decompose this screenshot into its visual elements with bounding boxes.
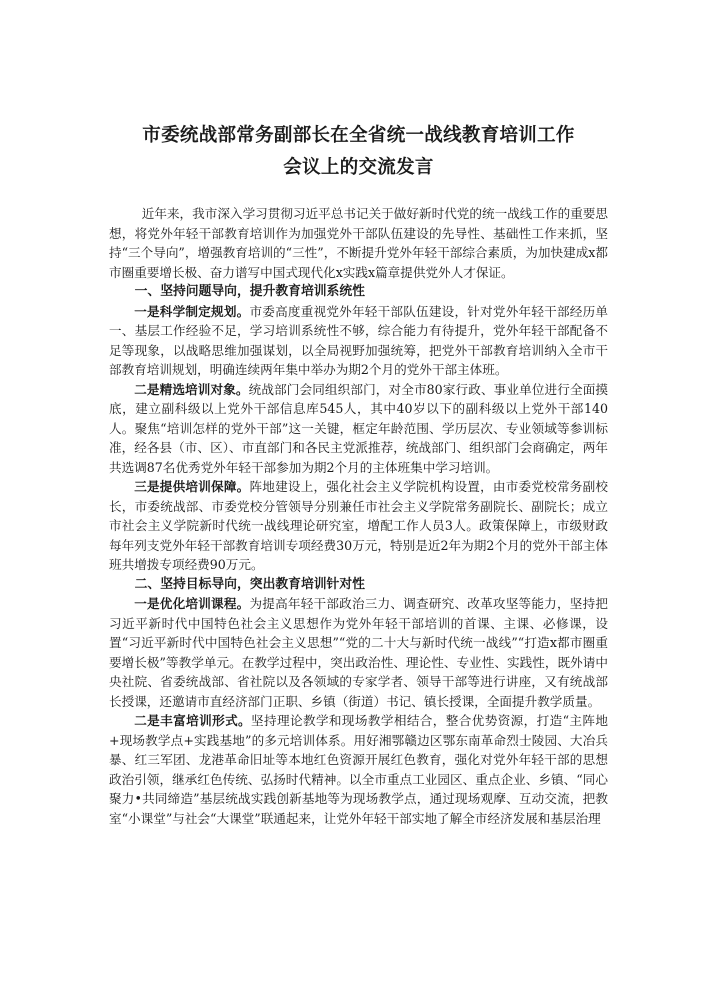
paragraph-lead: 一是优化培训课程。 [134, 596, 250, 611]
paragraph [109, 302, 608, 380]
paragraph-text: 市委高度重视党外年轻干部队伍建设，针对党外年轻干部经历单一、基层工作经验不足，学习培训系统性不够，综合能力有待提升，党外年轻干部配备不足等现象，以战略思维加强谋划，以全局视野加强统筹，把党外干部教育培训纳入全市干部教育培训规划，明确连续两年集中举办为期2个月的党外干部主体班。 [109, 303, 609, 377]
paragraph-text: 统战部门会同组织部门，对全市80家行政、事业单位进行全面摸底，建立副科级以上党外干部信息库545人，其中40岁以下的副科级以上党外干部140人。聚焦“培训怎样的党外干部”这一关键，框定年龄范围、学历层次、专业领域等参训标准，经各县（市、区）、市直部门和各民主党派推荐，统战部门、组织部门会商确定，两年共选调87名优秀党外年轻干部参加为期2个月的主体班集中学习培训。 [109, 381, 609, 475]
paragraph-text: 坚持理论教学和现场教学相结合，整合优势资源，打造“主阵地+现场教学点+实践基地”的多元培训体系。用好湘鄂赣边区鄂东南革命烈士陵园、大冶兵暴、红三军团、龙港革命旧址等本地红色资源开展红色教育，强化对党外年轻干部的思想政治引领，继承红色传统、弘扬时代精神。以全市重点工业园区、重点企业、乡镇、“同心聚力•共同缔造”基层统战实践创新基地等为现场教学点，通过现场观摩、互动交流，把教室“小课堂”与社会“大课堂”联通起来，让党外年轻干部实地了解全市经济发展和基层治理 [109, 713, 608, 826]
paragraph-lead: 二是精选培训对象。 [134, 381, 249, 397]
paragraph [109, 594, 608, 711]
paragraph-lead: 三是提供培训保障。 [134, 479, 250, 494]
paragraph-lead: 二是丰富培训形式。 [134, 713, 252, 728]
document-body [109, 204, 608, 828]
intro-paragraph: 近年来，我市深入学习贯彻习近平总书记关于做好新时代党的统一战线工作的重要思想，将党外年轻干部教育培训作为加强党外干部队伍建设的先导性、基础性工作来抓，坚持“三个导向”，增强教育培训的“三性”，不断提升党外年轻干部综合素质，为加快建成x都市圈重要增长极、奋力谱写中国式现代化x实践x篇章提供党外人才保证。 [109, 206, 608, 280]
paragraph [109, 711, 608, 828]
paragraph-text: 为提高年轻干部政治三力、调查研究、改革攻坚等能力，坚持把习近平新时代中国特色社会主义思想作为党外年轻干部培训的首课、主课、必修课，设置“习近平新时代中国特色社会主义思想”“党的二十大与新时代统一战线”“打造x都市圈重要增长极”等教学单元。在教学过程中，突出政治性、理论性、专业性、实践性，既外请中央社院、省委统战部、省社院以及各领域的专家学者、领导干部等进行讲座，又有统战部长授课，还邀请市直经济部门正职、乡镇（街道）书记、镇长授课，全面提升教学质量。 [109, 596, 609, 709]
paragraph-text: 阵地建设上，强化社会主义学院机构设置，由市委党校常务副校长，市委统战部、市委党校分管领导分别兼任市社会主义学院常务副院长、副院长；成立市社会主义学院新时代统一战线理论研究室，增配工作人员3人。政策保障上，市级财政每年列支党外年轻干部教育培训专项经费30万元，特别是近2年为期2个月的党外干部主体班共增拨专项经费90万元。 [109, 479, 609, 572]
section-heading-1: 一、坚持问题导向，提升教育培训系统性 [134, 284, 365, 299]
paragraph-lead: 一是科学制定规划。 [134, 303, 250, 319]
document-title [109, 120, 608, 184]
title-line-1: 市委统战部常务副部长在全省统一战线教育培训工作 [142, 125, 575, 146]
paragraph [109, 477, 608, 575]
section-heading-2: 二、坚持目标导向，突出教育培训针对性 [134, 576, 365, 592]
paragraph [109, 380, 608, 478]
title-line-2: 会议上的交流发言 [283, 157, 434, 178]
